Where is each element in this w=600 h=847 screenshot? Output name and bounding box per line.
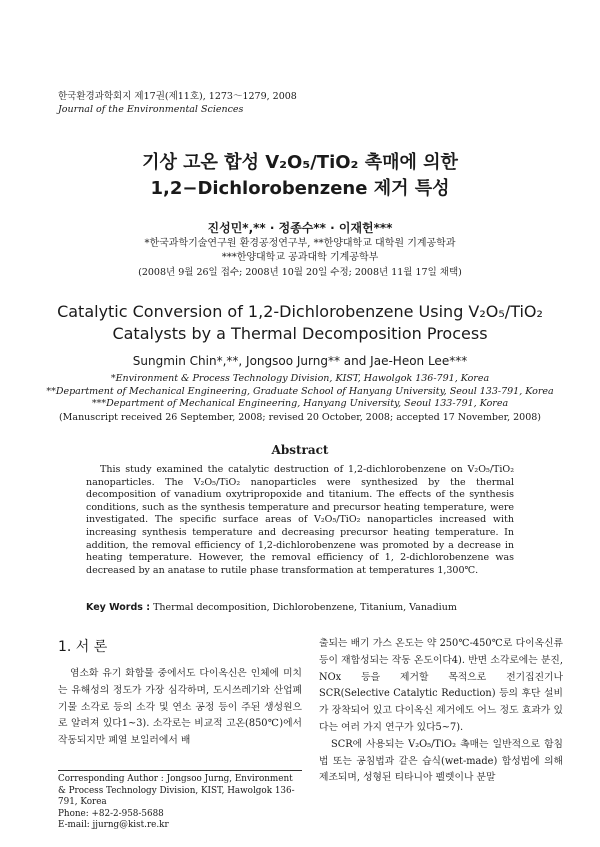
section-heading-introduction: 1. 서 론 xyxy=(58,639,108,655)
korean-received-dates: (2008년 9월 26일 접수; 2008년 10월 20일 수정; 2008년 11월 17일 채택) xyxy=(138,267,462,278)
english-title-line-2: Catalysts by a Thermal Decomposition Process xyxy=(112,324,488,343)
korean-title-line-2: 1,2−Dichlorobenzene 제거 특성 xyxy=(150,178,450,199)
intro-paragraph-right-1: 출되는 배기 가스 온도는 약 250℃-450℃로 다이옥신류 등이 재합성되는 작동 온도이다4). 반면 소각로에는 분진, NOx 등을 제거할 목적으로 전기집진기나 SCR(Selective Catalytic Reduction) 등의 후단 설비가 장착되어 있고 다이옥신 제거에도 어느 정도 효과가 있다는 여러 가지 연구가 있다5~7). xyxy=(319,638,563,733)
keywords-text: Thermal decomposition, Dichlorobenzene, Titanium, Vanadium xyxy=(153,602,457,613)
right-column xyxy=(319,636,563,787)
korean-title-line-1: 기상 고온 합성 V₂O₅/TiO₂ 촉매에 의한 xyxy=(142,152,458,173)
journal-name: Journal of the Environmental Sciences xyxy=(58,104,244,115)
left-column xyxy=(58,636,302,750)
keywords-label: Key Words : xyxy=(86,602,151,613)
korean-title xyxy=(0,150,600,202)
intro-paragraph-left: 염소화 유기 화합물 중에서도 다이옥신은 인체에 미치는 유해성의 정도가 가장 심각하며, 도시쓰레기와 산업폐기물 소각로 등의 소각 및 연소 공정 등이 주된 생성원으로 알려져 있다1~3). 소각로는 비교적 고온(850℃)에서 작동되지만 폐열 보일러에서 배 xyxy=(58,668,302,747)
english-authors: Sungmin Chin*,**, Jongsoo Jurng** and Jae-Heon Lee*** xyxy=(132,354,468,368)
korean-affiliations xyxy=(0,237,600,265)
english-affiliations xyxy=(0,373,600,411)
citation-line: 한국환경과학회지 제17권(제11호), 1273～1279, 2008 xyxy=(58,91,297,102)
english-affiliation-1: *Environment & Process Technology Division, KIST, Hawolgok 136-791, Korea xyxy=(110,373,490,384)
english-affiliation-2: **Department of Mechanical Engineering, Graduate School of Hanyang University, Seoul 133-791, Korea xyxy=(46,385,554,397)
korean-affiliation-1: *한국과학기술연구원 환경공정연구부, **한양대학교 대학원 기계공학과 xyxy=(144,238,456,249)
abstract-heading: Abstract xyxy=(271,443,329,457)
english-received-dates: (Manuscript received 26 September, 2008; revised 20 October, 2008; accepted 17 November, 2008) xyxy=(58,412,542,423)
korean-affiliation-2: ***한양대학교 공과대학 기계공학부 xyxy=(221,252,379,263)
footnote-phone: Phone: +82-2-958-5688 xyxy=(58,808,164,819)
english-title-line-1: Catalytic Conversion of 1,2-Dichlorobenzene Using V₂O₅/TiO₂ xyxy=(57,302,543,321)
intro-paragraph-right-2: SCR에 사용되는 V₂O₅/TiO₂ 촉매는 일반적으로 함침법 또는 공침법과 같은 습식(wet-made) 합성법에 의해 제조되며, 성형된 티타니아 펠렛이나 분말 xyxy=(319,738,563,784)
footnote-email: E-mail: jjurng@kist.re.kr xyxy=(58,820,169,830)
running-header xyxy=(58,90,297,116)
keywords xyxy=(86,602,526,613)
korean-authors: 진성민*,** · 정종수** · 이재헌*** xyxy=(207,221,393,235)
english-affiliation-3: ***Department of Mechanical Engineering, Hanyang University, Seoul 133-791, Korea xyxy=(91,398,509,409)
corresponding-author-footnote xyxy=(58,770,302,832)
abstract-text: This study examined the catalytic destruction of 1,2-dichlorobenzene on V₂O₅/TiO₂ nanoparticles. The V₂O₅/TiO₂ nanoparticles were synthesized by the thermal decomposition of vanadium oxytripropoxide and titanium. The effects of the synthesis conditions, such as the synthesis temperature and precursor heating temperature, were investigated. The specific surface areas of V₂O₅/TiO₂ nanoparticles increased with increasing synthesis temperature and decreasing precursor heating temperature. In addition, the removal efficiency of 1,2-dichlorobenzene was promoted by a decrease in heating temperature. However, the removal efficiency of 1, 2-dichlorobenzene was decreased by an anatase to rutile phase transformation at temperatures 1,300℃. xyxy=(86,464,514,576)
footnote-author: Corresponding Author : Jongsoo Jurng, Environment & Process Technology Division, KIST, Hawolgok 136-791, Korea xyxy=(58,774,295,807)
english-title xyxy=(0,301,600,345)
